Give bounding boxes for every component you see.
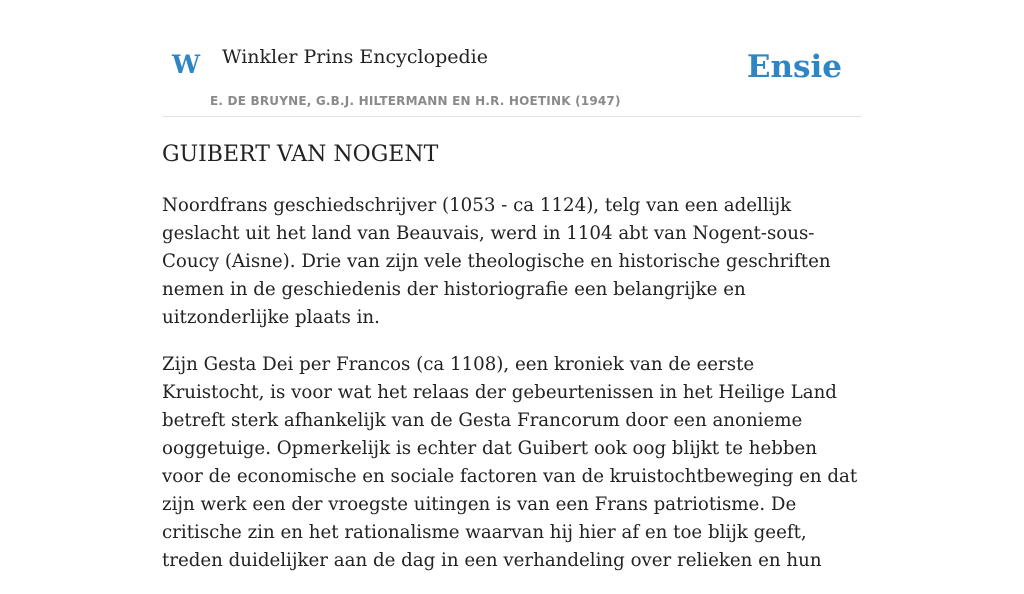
entry-title: GUIBERT VAN NOGENT: [162, 142, 439, 167]
entry-body: [162, 192, 862, 575]
entry-paragraph: Zijn Gesta Dei per Francos (ca 1108), een kroniek van de eerste Kruistocht, is voor wat het relaas der gebeurtenissen in het Heilige Land betreft sterk afhankelijk van de Gesta Francorum door een anonieme ooggetuige. Opmerkelijk is echter dat Guibert ook oog blijkt te hebben voor de economische en sociale factoren van de kruistochtbeweging en dat zijn werk een der vroegste uitingen is van een Frans patriotisme. De critische zin en het rationalisme waarvan hij hier af en toe blijk geeft, treden duidelijker aan de dag in een verhandeling over relieken en hun: [162, 353, 858, 571]
publication-logo[interactable]: W: [172, 50, 201, 79]
brand-logo-link[interactable]: Ensie: [746, 49, 842, 85]
publication-header: [162, 0, 862, 117]
entry-paragraph: Noordfrans geschiedschrijver (1053 - ca 1124), telg van een adellijk geslacht uit het land van Beauvais, werd in 1104 abt van Nogent-sous-Coucy (Aisne). Drie van zijn vele theologische en historische geschriften nemen in de geschiedenis der historiografie een belangrijke en uitzonderlijke plaats in.: [162, 194, 831, 328]
publication-authors: E. DE BRUYNE, G.B.J. HILTERMANN EN H.R. HOETINK (1947): [210, 94, 621, 108]
article-container: [162, 0, 862, 594]
publication-title[interactable]: Winkler Prins Encyclopedie: [222, 46, 488, 68]
